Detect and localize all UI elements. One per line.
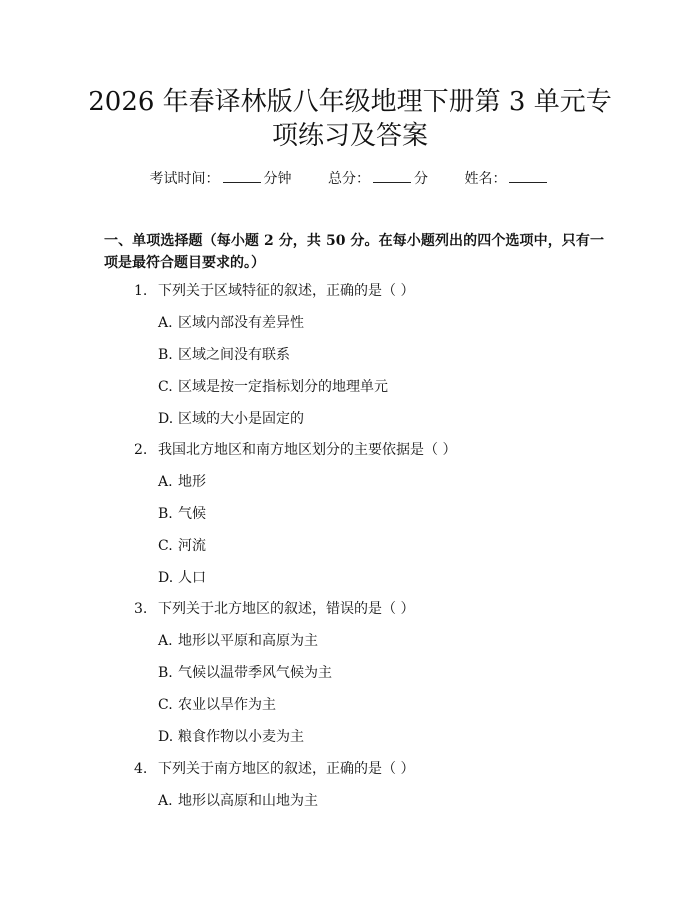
option-text: 粮食作物以小麦为主 <box>178 729 304 745</box>
exam-time-unit: 分钟 <box>263 171 292 187</box>
option-text: 地形以平原和高原为主 <box>178 633 318 649</box>
question-text: 我国北方地区和南方地区划分的主要依据是（ ） <box>158 442 457 458</box>
exam-meta <box>0 168 700 189</box>
question-3-option-c <box>158 695 276 715</box>
question-number: 1. <box>134 283 148 299</box>
option-letter: A. <box>158 315 173 331</box>
exam-score-label: 总分： <box>328 171 370 187</box>
option-text: 地形以高原和山地为主 <box>178 793 318 809</box>
question-1 <box>134 281 414 301</box>
question-1-option-d <box>158 409 304 429</box>
question-3-option-b <box>158 663 332 683</box>
question-1-option-b <box>158 345 290 365</box>
question-number: 4. <box>134 761 148 777</box>
exam-time-blank <box>223 168 261 183</box>
question-2-option-c <box>158 536 206 556</box>
page-title-line-1: 2026 年春译林版八年级地理下册第 3 单元专 <box>88 87 612 117</box>
question-number: 2. <box>134 442 148 458</box>
option-text: 区域之间没有联系 <box>178 347 290 363</box>
section-heading: 一、单项选择题（每小题 2 分，共 50 分。在每小题列出的四个选项中，只有一项是最符合题目要求的。） <box>104 233 604 271</box>
option-letter: C. <box>158 697 173 713</box>
option-letter: C. <box>158 538 173 554</box>
option-letter: D. <box>158 411 174 427</box>
question-2-option-b <box>158 504 206 524</box>
question-3-option-d <box>158 727 304 747</box>
question-2-option-d <box>158 568 206 588</box>
question-4-option-a <box>158 791 318 811</box>
option-letter: B. <box>158 665 173 681</box>
exam-score-unit: 分 <box>414 171 428 187</box>
option-letter: A. <box>158 793 173 809</box>
question-3-option-a <box>158 631 318 651</box>
option-letter: C. <box>158 379 173 395</box>
option-letter: D. <box>158 729 174 745</box>
question-4 <box>134 759 414 779</box>
question-3 <box>134 599 414 619</box>
question-2 <box>134 440 456 460</box>
question-2-option-a <box>158 472 206 492</box>
option-letter: A. <box>158 633 173 649</box>
exam-score <box>328 168 428 189</box>
option-letter: B. <box>158 506 173 522</box>
exam-time <box>150 168 292 189</box>
option-text: 地形 <box>178 474 206 490</box>
option-text: 区域的大小是固定的 <box>178 411 304 427</box>
question-text: 下列关于北方地区的叙述，错误的是（ ） <box>158 601 415 617</box>
exam-name-label: 姓名： <box>464 171 507 187</box>
question-number: 3. <box>134 601 148 617</box>
question-text: 下列关于区域特征的叙述，正确的是（ ） <box>158 283 415 299</box>
option-text: 农业以旱作为主 <box>178 697 276 713</box>
exam-name <box>464 168 550 189</box>
option-text: 区域是按一定指标划分的地理单元 <box>178 379 388 395</box>
option-text: 河流 <box>178 538 206 554</box>
exam-score-blank <box>373 168 411 183</box>
option-letter: B. <box>158 347 173 363</box>
option-text: 人口 <box>178 570 206 586</box>
question-1-option-a <box>158 313 304 333</box>
exam-name-blank <box>509 168 547 183</box>
option-text: 气候以温带季风气候为主 <box>178 665 332 681</box>
option-letter: A. <box>158 474 173 490</box>
page-title-line-2: 项练习及答案 <box>271 121 428 151</box>
option-text: 气候 <box>178 506 206 522</box>
exam-time-label: 考试时间： <box>149 171 220 187</box>
question-text: 下列关于南方地区的叙述，正确的是（ ） <box>158 761 415 777</box>
option-letter: D. <box>158 570 174 586</box>
option-text: 区域内部没有差异性 <box>178 315 304 331</box>
question-1-option-c <box>158 377 388 397</box>
